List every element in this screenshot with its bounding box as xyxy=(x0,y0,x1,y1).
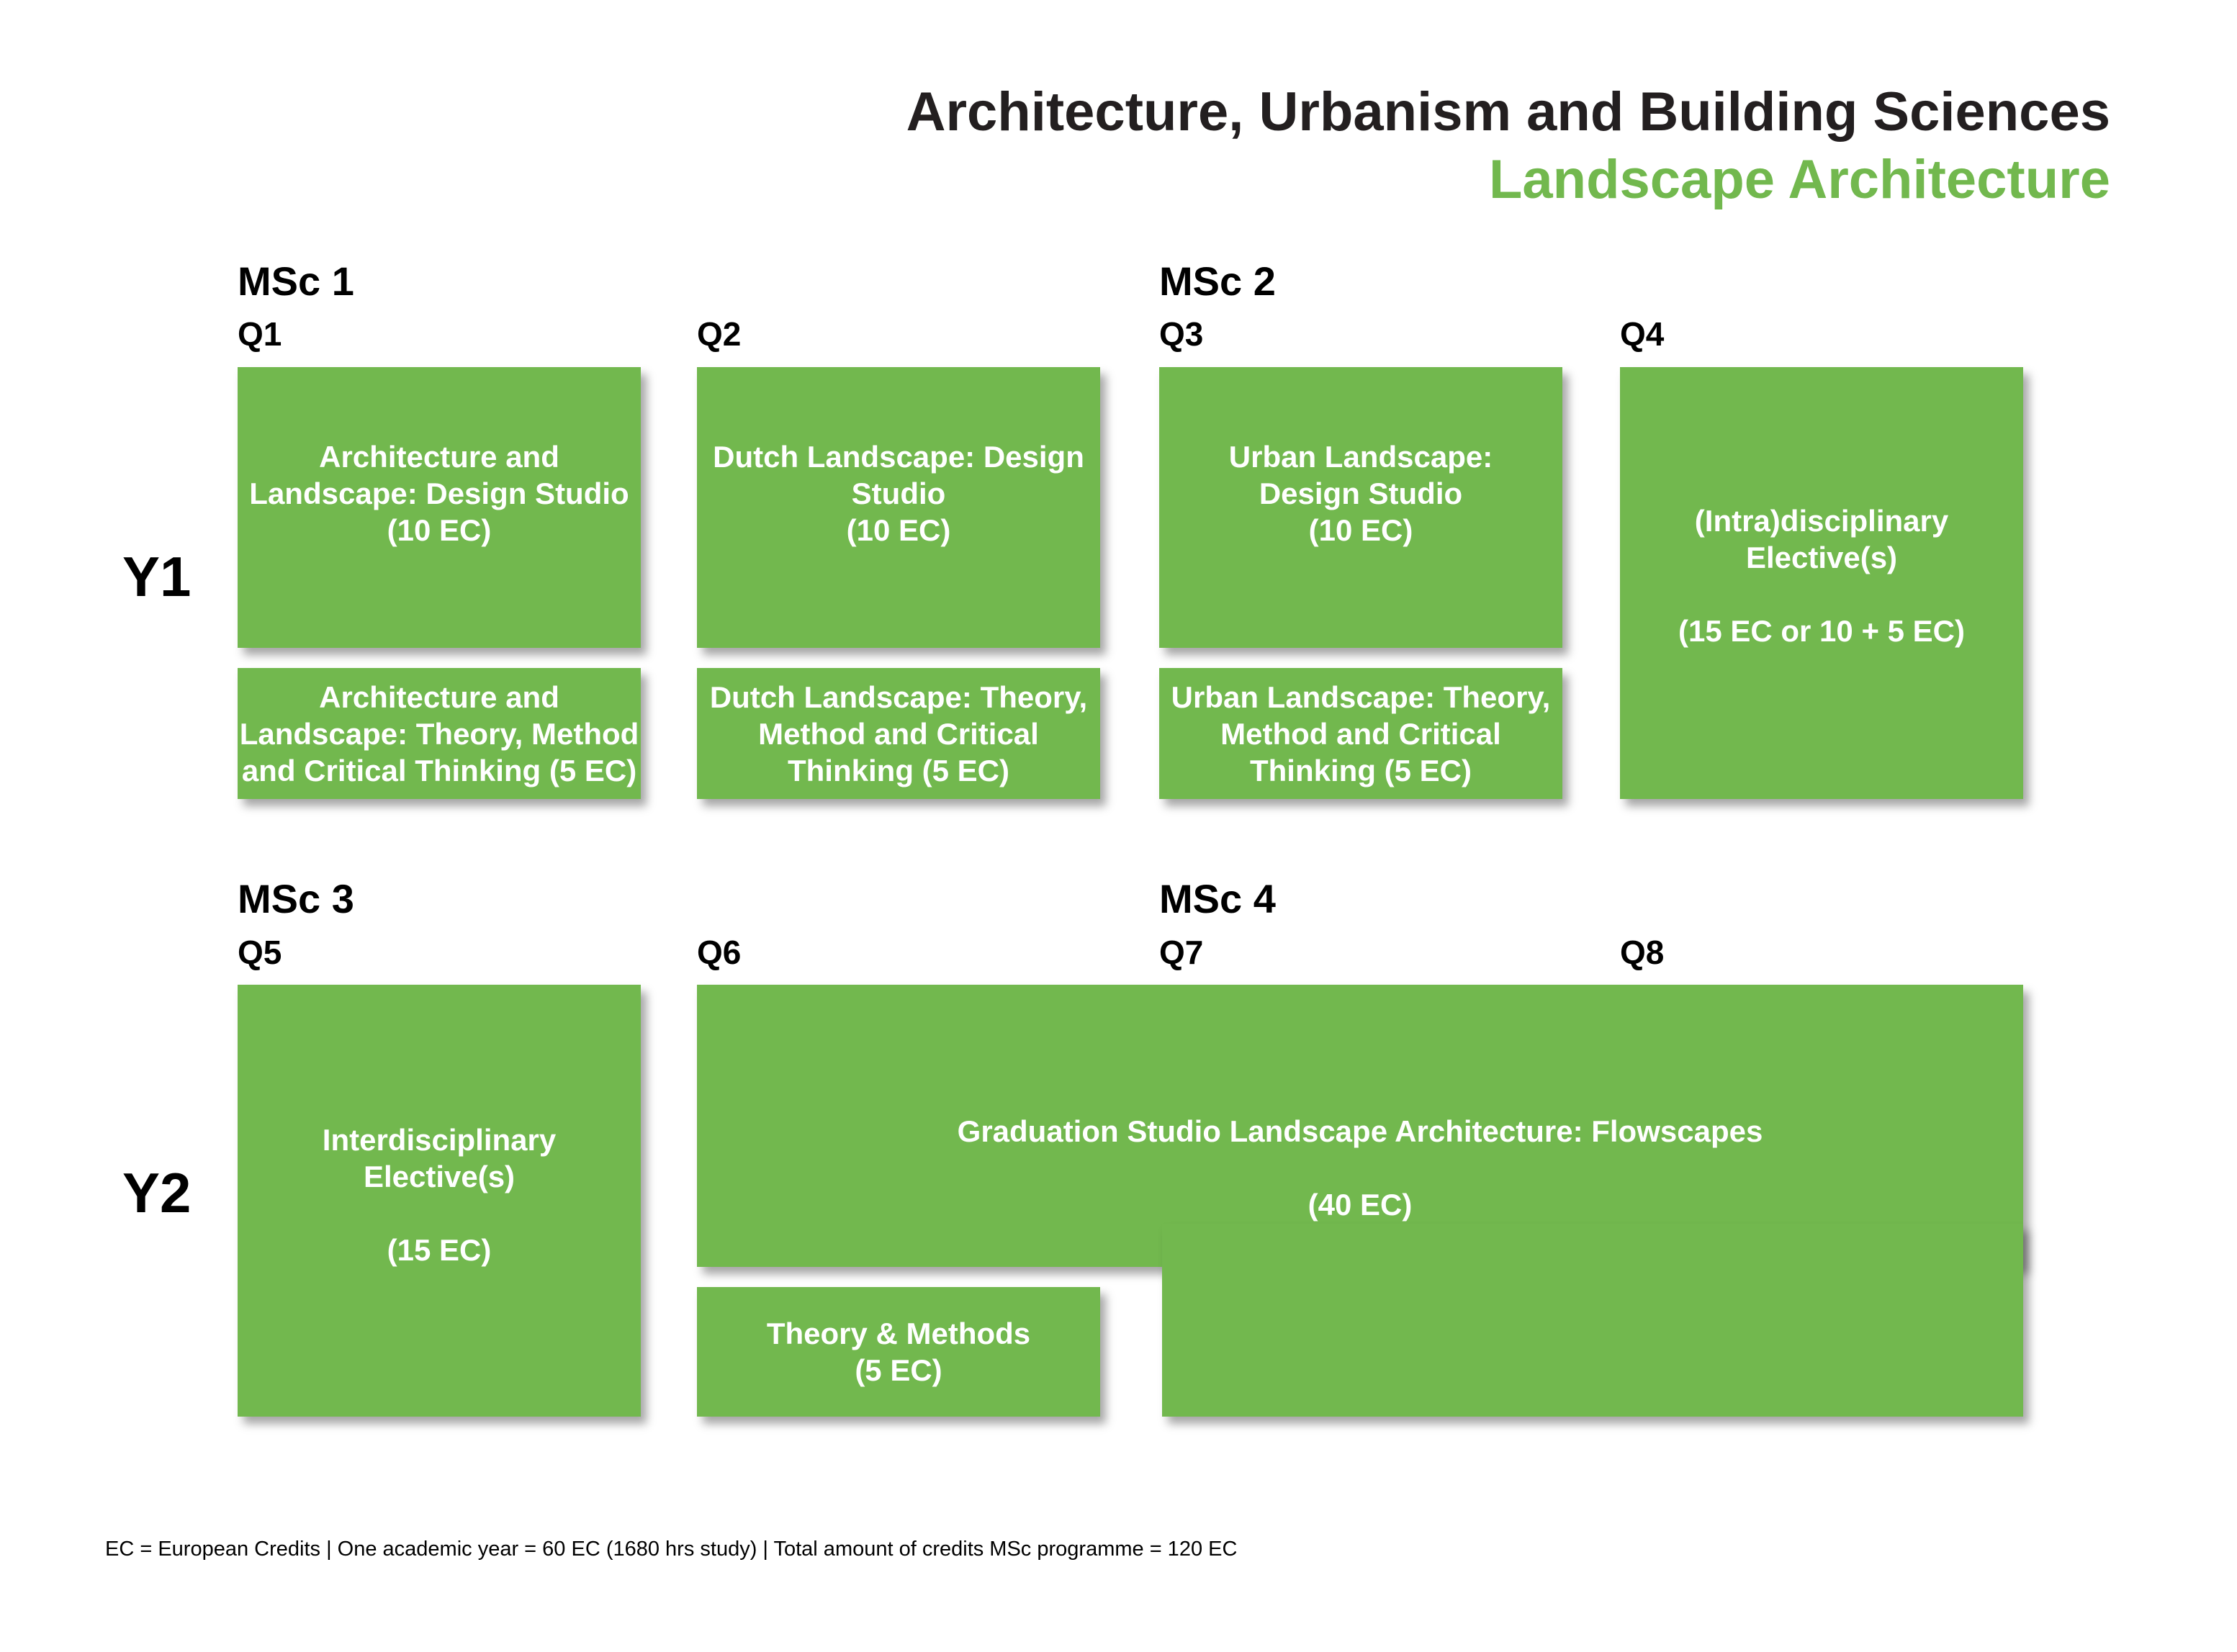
quarter-q8-label: Q8 xyxy=(1620,934,1665,971)
q3-design-studio-block xyxy=(1159,367,1562,648)
block-text-line: (15 EC or 10 + 5 EC) xyxy=(1678,614,1965,648)
q5-elective-block xyxy=(238,985,641,1417)
block-text-line: Elective(s) xyxy=(363,1160,516,1193)
year-1-label: Y1 xyxy=(122,545,192,608)
msc-4-label: MSc 4 xyxy=(1159,876,1276,921)
block-text-line: Urban Landscape: Theory, xyxy=(1171,680,1551,714)
q4-elective-block xyxy=(1620,367,2023,799)
block-text-line: Thinking (5 EC) xyxy=(788,753,1009,787)
year-2-label: Y2 xyxy=(122,1161,192,1224)
quarter-q7-label: Q7 xyxy=(1159,934,1204,971)
block-text-line: and Critical Thinking (5 EC) xyxy=(241,753,637,787)
block-text-line: Studio xyxy=(851,476,946,510)
quarter-q3-label: Q3 xyxy=(1159,315,1204,353)
block-text-line: Theory & Methods xyxy=(766,1317,1031,1350)
block-text-line: Urban Landscape: xyxy=(1228,439,1493,474)
block-text-line: (10 EC) xyxy=(1308,513,1413,547)
block-text-line: Dutch Landscape: Theory, xyxy=(709,680,1088,714)
msc-2-label: MSc 2 xyxy=(1159,258,1276,304)
q2-theory-block xyxy=(697,668,1100,799)
quarter-q1-label: Q1 xyxy=(238,315,282,353)
block-text-line: Landscape: Design Studio xyxy=(249,476,629,510)
q1-design-studio-block xyxy=(238,367,641,648)
page-subtitle: Landscape Architecture xyxy=(1488,149,2110,210)
block-text-line: (10 EC) xyxy=(846,513,951,547)
block-text-line: Design Studio xyxy=(1259,476,1463,510)
block-text-line: Method and Critical xyxy=(758,716,1039,751)
block-text-line: (10 EC) xyxy=(387,513,492,547)
block-text-line: Architecture and xyxy=(319,680,559,714)
block-text-line: Graduation Studio Landscape Architecture: Flowscapes xyxy=(957,1114,1763,1148)
block-text-line: (40 EC) xyxy=(1307,1188,1413,1222)
page-title: Architecture, Urbanism and Building Sciences xyxy=(906,81,2110,143)
quarter-q4-label: Q4 xyxy=(1620,315,1665,353)
block-text-line: Thinking (5 EC) xyxy=(1250,753,1472,787)
q2-design-studio-block xyxy=(697,367,1100,648)
msc-1-label: MSc 1 xyxy=(238,258,354,304)
msc-3-label: MSc 3 xyxy=(238,876,354,921)
block-text-line: Landscape: Theory, Method xyxy=(239,716,639,751)
quarter-q6-label: Q6 xyxy=(697,934,742,971)
block-text-line: (Intra)disciplinary xyxy=(1694,504,1949,538)
block-text-line: (5 EC) xyxy=(855,1353,942,1387)
quarter-q5-label: Q5 xyxy=(238,934,282,971)
block-text-line: Architecture and xyxy=(319,439,559,474)
block-text-line: Dutch Landscape: Design xyxy=(713,439,1084,474)
block-text-line: Method and Critical xyxy=(1220,716,1501,751)
block-text-line: Interdisciplinary xyxy=(322,1123,557,1157)
footnote: EC = European Credits | One academic year = 60 EC (1680 hrs study) | Total amount of credits MSc programme = 120 EC xyxy=(105,1538,1238,1561)
q3-theory-block xyxy=(1159,668,1562,799)
quarter-q2-label: Q2 xyxy=(697,315,742,353)
theory-methods-block xyxy=(697,1287,1100,1417)
block-text-line: (15 EC) xyxy=(387,1233,492,1267)
graduation-block-label xyxy=(697,1113,2023,1223)
graduation-block-join xyxy=(1162,1224,2023,1281)
block-text-line: Elective(s) xyxy=(1745,541,1898,574)
q1-theory-block xyxy=(238,668,641,799)
